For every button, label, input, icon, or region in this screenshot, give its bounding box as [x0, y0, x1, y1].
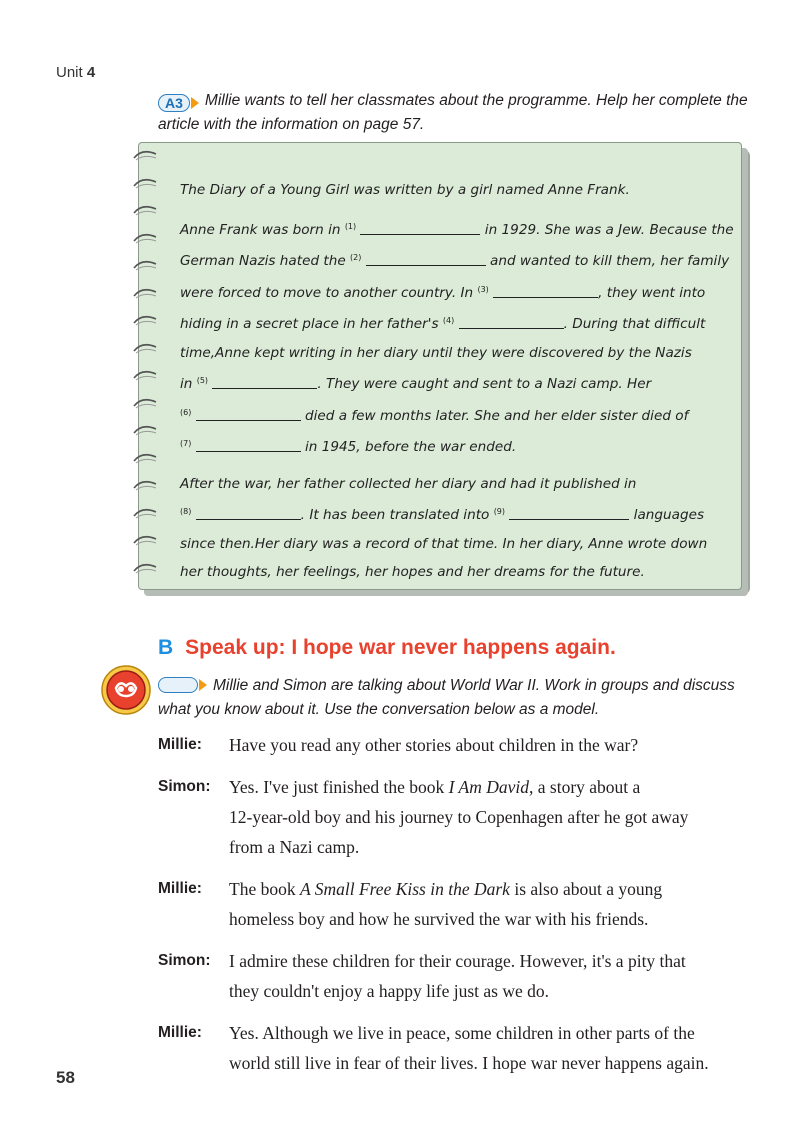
blank-number: (9) [493, 507, 506, 516]
spiral-ring [132, 288, 162, 300]
speaker-name: Millie: [158, 736, 202, 753]
speech-text [229, 874, 778, 934]
section-b-instruction-block [158, 674, 758, 722]
blank-number: (1) [344, 221, 357, 231]
blank-2[interactable] [366, 253, 486, 266]
spiral-ring [132, 233, 162, 245]
unit-word: Unit [56, 64, 83, 81]
a3-badge-label: A3 [158, 94, 190, 112]
article-line [180, 176, 740, 205]
article-fragment: were forced to move to another country. In [180, 284, 478, 301]
speaker-name: Simon: [158, 778, 211, 795]
blank-6[interactable] [196, 408, 301, 421]
article-line [180, 307, 740, 339]
blank-number: (8) [180, 507, 192, 516]
blank-number: (5) [196, 376, 209, 385]
spiral-ring [132, 260, 162, 272]
article-line [180, 276, 740, 308]
dialogue-line [158, 946, 778, 1006]
spiral-ring [132, 205, 162, 217]
spiral-ring [132, 370, 162, 382]
section-title: Speak up: I hope war never happens again. [185, 636, 616, 659]
speech-text [229, 772, 778, 862]
speech-line: from a Nazi camp. [229, 837, 360, 857]
article-fragment: . It has been translated into [300, 507, 494, 523]
speech-text [229, 946, 778, 1006]
article-line: her thoughts, her feelings, her hopes and her dreams for the future. [180, 564, 645, 580]
spiral-ring [132, 343, 162, 355]
dialogue [158, 730, 778, 1090]
b-badge [158, 677, 207, 693]
speech-line [229, 772, 778, 802]
blank-number: (3) [477, 284, 489, 294]
blank-number: (2) [350, 253, 362, 262]
speech-line: homeless boy and how he survived the war with his friends. [229, 909, 649, 929]
article-fragment: died a few months later. She and her elder sister died of [300, 407, 689, 424]
spiral-ring [132, 150, 162, 162]
spiral-ring [132, 453, 162, 465]
article-fragment: in 1945, before the war ended. [300, 439, 517, 455]
a3-badge [158, 94, 199, 112]
book-title: The Diary of a Young Girl [180, 182, 350, 198]
spiral-ring [132, 425, 162, 437]
article-line [180, 244, 740, 276]
article-fragment: hiding in a secret place in her father's [180, 316, 443, 332]
a3-instruction-text: Millie wants to tell her classmates about the programme. Help her complete the article with the information on page 57. [158, 92, 748, 133]
blank-3[interactable] [493, 285, 598, 298]
speech-line: world still live in fear of their lives. I hope war never happens again. [229, 1053, 709, 1073]
spiral-ring [132, 508, 162, 520]
article-text [180, 176, 740, 587]
speech-line: 12-year-old boy and his journey to Copenhagen after he got away [229, 807, 689, 827]
blank-7[interactable] [196, 439, 301, 452]
speaker-name: Millie: [158, 880, 202, 897]
blank-number: (6) [180, 407, 192, 417]
article-line: After the war, her father collected her diary and had it published in [180, 475, 637, 492]
play-arrow-icon [199, 679, 207, 691]
speech-fragment: Yes. I've just finished the book [229, 777, 449, 797]
article-line [180, 430, 740, 462]
unit-label [56, 64, 95, 81]
blank-4[interactable] [459, 316, 564, 329]
speaker-name: Millie: [158, 1024, 202, 1041]
a3-instruction-block [158, 89, 758, 137]
article-line [180, 213, 740, 245]
spiral-ring [132, 178, 162, 190]
section-b-heading [158, 636, 616, 660]
speech-line: I admire these children for their courage. However, it's a pity that [229, 951, 686, 971]
section-b-instruction: Millie and Simon are talking about World War II. Work in groups and discuss what you know about it. Use the conversation below as a model. [158, 677, 735, 718]
dialogue-line [158, 1018, 778, 1078]
article-line: since then.Her diary was a record of that time. In her diary, Anne wrote down [180, 535, 708, 552]
article-fragment: languages [629, 507, 705, 523]
speaking-icon [100, 664, 152, 716]
spiral-ring [132, 535, 162, 547]
unit-number: 4 [86, 64, 96, 81]
article-fragment: and wanted to kill them, her family [485, 253, 730, 269]
blank-5[interactable] [212, 376, 317, 389]
speech-line: they couldn't enjoy a happy life just as we do. [229, 981, 550, 1001]
speech-fragment: The book [229, 879, 300, 899]
blank-number: (7) [180, 439, 192, 448]
article-fragment: in [180, 376, 197, 392]
dialogue-line [158, 874, 778, 934]
article-fragment: , they went into [598, 284, 706, 301]
speech-line: Yes. Although we live in peace, some children in other parts of the [229, 1023, 695, 1043]
article-fragment: in 1929. She was a Jew. Because the [480, 221, 734, 238]
page-number: 58 [56, 1068, 75, 1087]
blank-number: (4) [442, 316, 455, 325]
article-line [180, 367, 740, 399]
spiral-ring [132, 563, 162, 575]
spiral-ring [132, 315, 162, 327]
article-line: time,Anne kept writing in her diary until they were discovered by the Nazis [180, 344, 692, 361]
blank-1[interactable] [360, 222, 480, 235]
section-letter: B [158, 636, 174, 659]
speech-fragment: is also about a young [509, 879, 663, 899]
speaker-name: Simon: [158, 952, 211, 969]
speech-text [229, 1018, 778, 1078]
speech-fragment: Have you read any other stories about children in the war? [229, 735, 639, 755]
speech-line [229, 874, 778, 904]
blank-9[interactable] [509, 507, 629, 520]
b-badge-pill [158, 677, 198, 693]
article-line [180, 399, 740, 431]
article-fragment: . During that difficult [563, 316, 706, 332]
speech-text [229, 730, 778, 760]
article-line [180, 498, 740, 530]
blank-8[interactable] [196, 507, 301, 520]
notebook-edge [742, 150, 750, 594]
spiral-ring [132, 480, 162, 492]
article-fragment: German Nazis hated the [180, 253, 351, 269]
article-fragment: was written by a girl named Anne Frank. [349, 182, 630, 198]
article-fragment: . They were caught and sent to a Nazi camp. Her [317, 376, 652, 392]
book-title: I Am David [448, 777, 529, 797]
book-title: A Small Free Kiss in the Dark [299, 879, 510, 899]
article-fragment: Anne Frank was born in [180, 221, 345, 238]
speech-fragment: , a story about a [529, 777, 641, 797]
play-arrow-icon [191, 97, 199, 109]
dialogue-line [158, 772, 778, 862]
dialogue-line [158, 730, 778, 760]
spiral-ring [132, 398, 162, 410]
